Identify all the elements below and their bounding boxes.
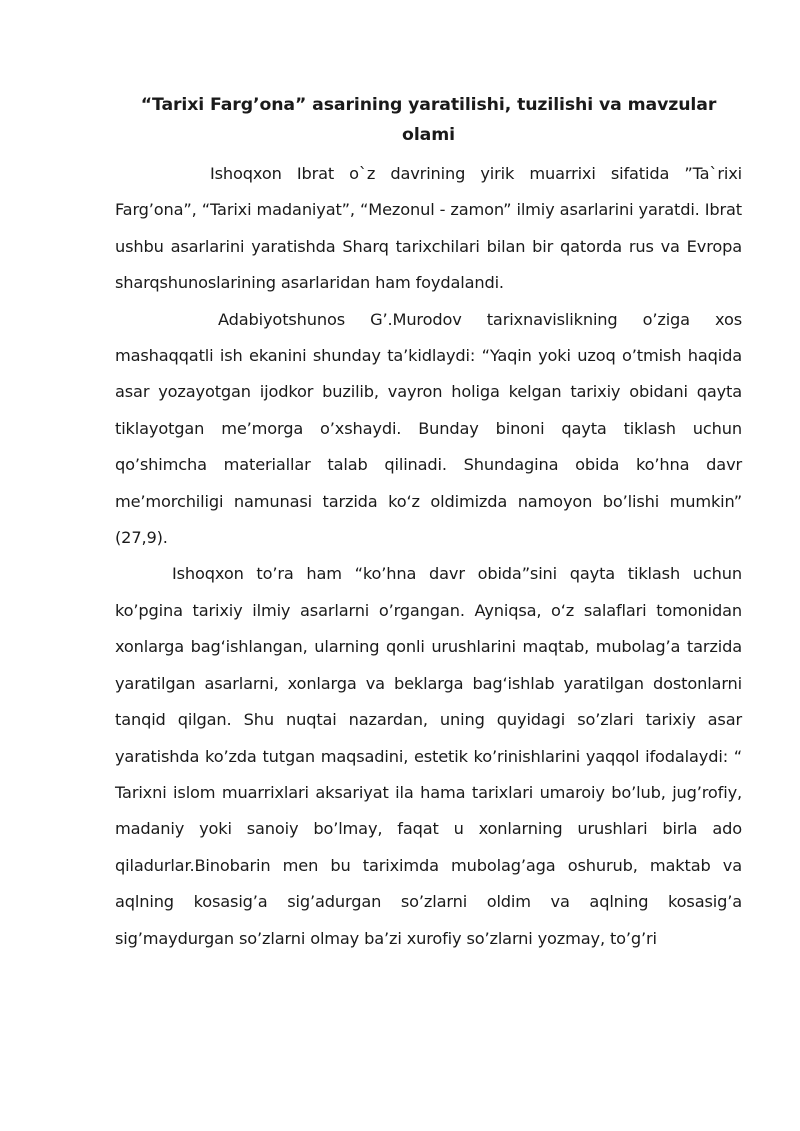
paragraph-3: Ishoqxon to’ra ham “ko’hna davr obida”sini qayta tiklash uchun ko’pgina tarixiy ilmiy asarlarni o’rgangan. Ayniqsa, o‘z salaflari tomonidan xonlarga bag‘ishlangan, ularning qonli urushlarini maqtab, mubolag’a tarzida yaratilgan asarlarni, xonlarga va beklarga bag‘ishlab yaratilgan dostonlarni tanqid qilgan. Shu nuqtai nazardan, uning quyidagi so’zlari tarixiy asar yaratishda ko’zda tutgan maqsadini, estetik ko’rinishlarini yaqqol ifodalaydi: “ Tarixni islom muarrixlari aksariyat ila hama tarixlari umaroiy bo’lub, jug’rofiy, madaniy yoki sanoiy bo’lmay, faqat u xonlarning urushlari birla ado qiladurlar.Binobarin men bu tariximda mubolag’aga oshurub, maktab va aqlning kosasig’a sig’adurgan so’zlarni oldim va aqlning kosasig’a sig’maydurgan so’zlarni olmay ba’zi xurofiy so’zlarni yozmay, to’g’ri bbox=[115, 564, 742, 948]
paragraph-1: Ishoqxon Ibrat o`z davrining yirik muarrixi sifatida ”Ta`rixi Farg’ona”, “Tarixi madaniyat”, “Mezonul - zamon” ilmiy asarlarini yaratdi. Ibrat ushbu asarlarini yaratishda Sharq tarixchilari bilan bir qatorda rus va Evropa sharqshunoslarining asarlaridan ham foydalandi. bbox=[115, 164, 742, 293]
paragraph-2: Adabiyotshunos G’.Murodov tarixnavislikning o’ziga xos mashaqqatli ish ekanini shunday ta’kidlaydi: “Yaqin yoki uzoq o’tmish haqida asar yozayotgan ijodkor buzilib, vayron holiga kelgan tarixiy obidani qayta tiklayotgan me’morga o’xshaydi. Bunday binoni qayta tiklash uchun qo’shimcha materiallar talab qilinadi. Shundagina obida ko’hna davr me’morchiligi namunasi tarzida ko‘z oldimizda namoyon bo’lishi mumkin” (27,9). bbox=[115, 309, 742, 548]
document-page bbox=[115, 90, 742, 957]
document-title: “Tarixi Farg’ona” asarining yaratilishi, tuzilishi va mavzular olami bbox=[140, 95, 717, 145]
